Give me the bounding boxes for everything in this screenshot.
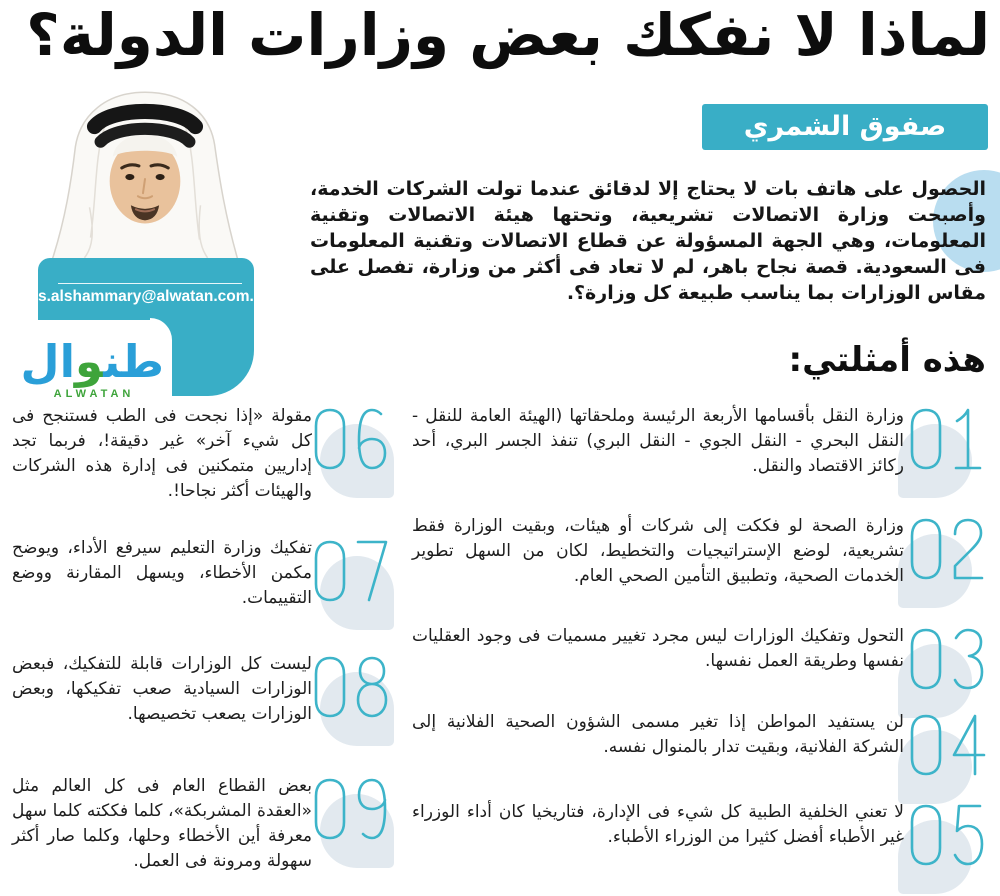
item-number-05 bbox=[908, 804, 988, 896]
alwatan-logo-latin: ALWATAN bbox=[53, 388, 135, 400]
item-text-03: التحول وتفكيك الوزارات ليس مجرد تغيير مسميات فى وجود العقليات نفسها وطريقة العمل نفسها. bbox=[412, 626, 904, 671]
item-text-06: مقولة «إذا نجحت فى الطب فستنجح فى كل شيء آخر» غير دقيقة!، فربما تجد إداريين متمكنين فى إدارة هذه الشركات والهيئات أكثر نجاحا!. bbox=[12, 406, 312, 501]
item-number-04 bbox=[908, 714, 988, 814]
item-number-08 bbox=[312, 656, 392, 756]
item-text-09: بعض القطاع العام فى كل العالم مثل «العقدة المشربكة»، كلما فككته كلما سهل معرفة أين الأخطاء وحلها، وكلما صار أكثر سهولة ومرونة فى العمل. bbox=[12, 776, 312, 871]
item-text-07: تفكيك وزارة التعليم سيرفع الأداء، ويوضح مكمن الأخطاء، ويسهل المقارنة ووضع التقييمات. bbox=[12, 538, 312, 608]
item-text-01: وزارة النقل بأقسامها الأربعة الرئيسة وملحقاتها (الهيئة العامة للنقل - النقل البحري - النقل الجوي - النقل البري) تنفذ الجسر البري، أحد ركائز الاقتصاد والنقل. bbox=[412, 406, 904, 476]
item-text-04: لن يستفيد المواطن إذا تغير مسمى الشؤون الصحية الفلانية إلى الشركة الفلانية، وبقيت تدار بالمنوال نفسه. bbox=[412, 712, 904, 757]
teal-hook-shape bbox=[172, 316, 254, 396]
item-text-05: لا تعني الخلفية الطبية كل شيء فى الإدارة، فتاريخيا كان أداء الوزراء غير الأطباء أفضل كثيرا من الوزراء الأطباء. bbox=[412, 802, 904, 847]
alwatan-logo bbox=[20, 335, 164, 400]
item-text-08: ليست كل الوزارات قابلة للتفكيك، فبعض الوزارات السيادية صعب تفكيكها، وبعض الوزارات يصعب تخصيصها. bbox=[12, 654, 312, 724]
item-number-01 bbox=[908, 408, 988, 508]
headline: لماذا لا نفكك بعض وزارات الدولة؟ bbox=[26, 1, 990, 69]
item-number-07 bbox=[312, 540, 392, 640]
item-text-02: وزارة الصحة لو فككت إلى شركات أو هيئات، وبقيت الوزارة فقط تشريعية، لوضع الإستراتيجيات والتخطيط، لكان من السهل تطوير الخدمات الصحية، وتطبيق التأمين الصحي العام. bbox=[412, 516, 904, 586]
author-photo bbox=[34, 86, 256, 260]
item-number-09 bbox=[312, 778, 392, 878]
divider-line bbox=[58, 283, 242, 284]
email-band bbox=[38, 258, 272, 320]
item-number-02 bbox=[908, 518, 988, 618]
logo-green-waw: و bbox=[75, 335, 104, 388]
alwatan-logo-arabic: طنوال bbox=[20, 335, 164, 388]
author-email: s.alshammary@alwatan.com.sa bbox=[38, 288, 272, 305]
author-name: صفوق الشمري bbox=[743, 111, 947, 142]
examples-heading: هذه أمثلتي: bbox=[788, 340, 986, 380]
item-number-06 bbox=[312, 408, 392, 508]
intro-paragraph: الحصول على هاتف بات لا يحتاج إلا لدقائق عندما تولت الشركات الخدمة، وأصبحت وزارة الاتصالات تشريعية، وتحتها هيئة الاتصالات وتقنية المعلومات، وهي الجهة المسؤولة عن قطاع الاتصالات وتقنية المعلومات فى السعودية. قصة نجاح باهر، لم لا تعاد فى أكثر من وزارة، تفصل على مقاس الوزارات بما يناسب طبيعة كل وزارة؟. bbox=[310, 178, 986, 304]
item-number-03 bbox=[908, 628, 988, 728]
author-name-badge bbox=[702, 104, 988, 150]
